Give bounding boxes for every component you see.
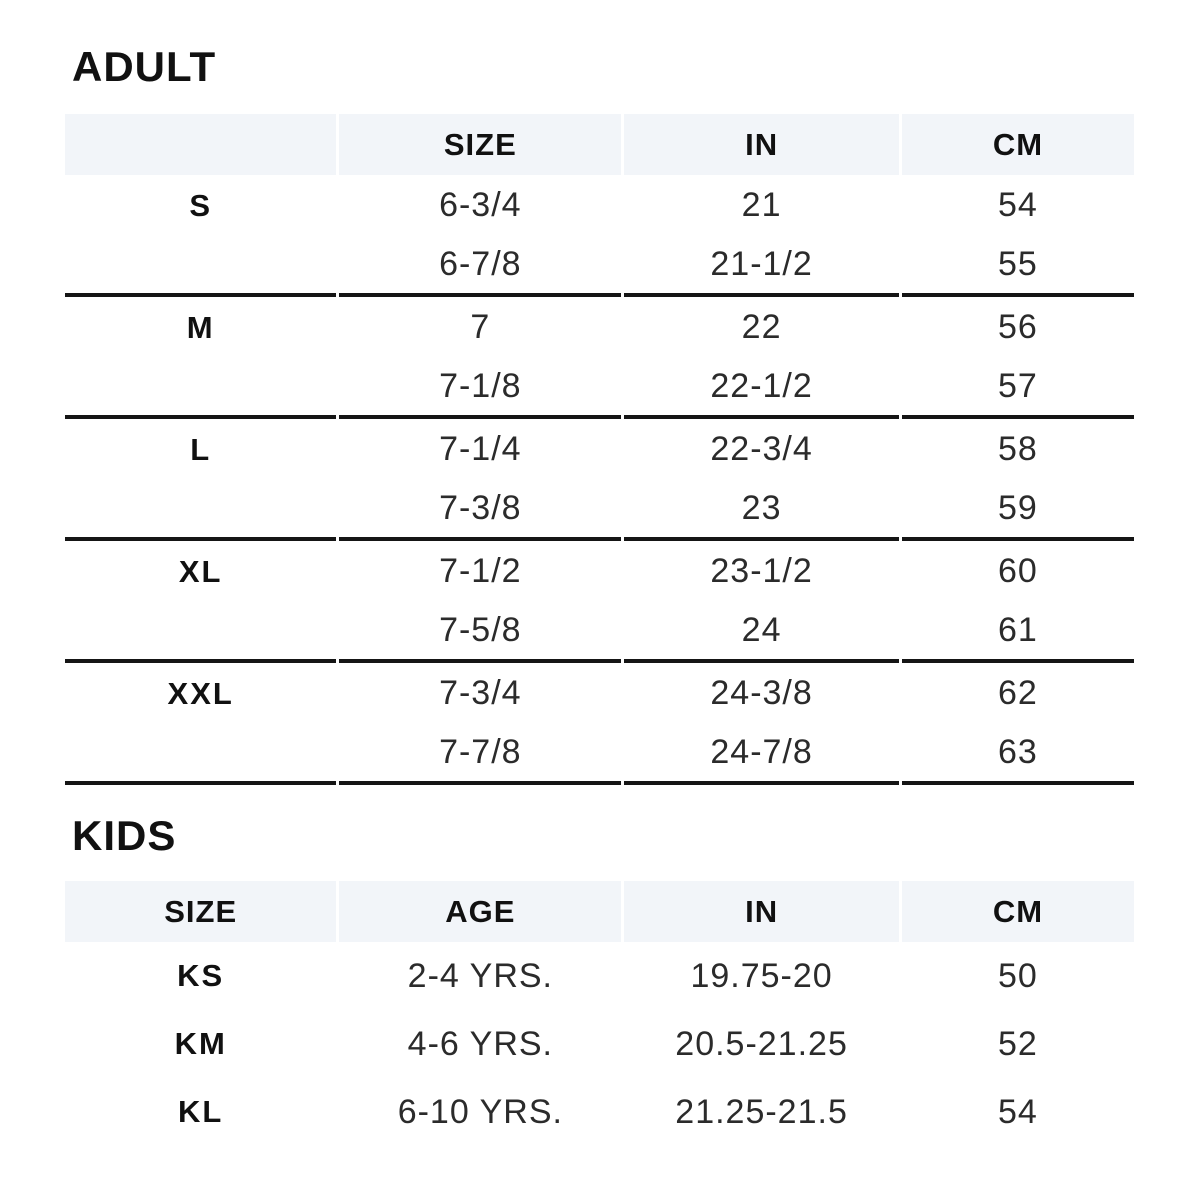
kids-cm-value: 50 — [998, 956, 1038, 995]
adult-size-label-empty — [65, 236, 336, 297]
adult-size-label-empty — [65, 480, 336, 541]
kids-header-row — [65, 881, 1134, 942]
adult-size-value: 6-3/4 — [439, 186, 522, 224]
adult-size-label: XXL — [167, 675, 234, 711]
kids-size-label: KM — [174, 1026, 227, 1061]
kids-in-value: 21.25-21.5 — [675, 1092, 848, 1131]
adult-cm-value: 56 — [998, 308, 1038, 346]
adult-cm-value: 55 — [902, 236, 1134, 297]
kids-in-value: 20.5-21.25 — [675, 1024, 848, 1063]
kids-size-label: KL — [178, 1094, 224, 1129]
kids-age-value: 2-4 YRS. — [407, 956, 553, 995]
adult-col-header-blank — [65, 114, 336, 175]
adult-in-value: 24 — [624, 602, 899, 663]
kids-section-title: KIDS — [72, 812, 177, 859]
adult-size-label: S — [189, 187, 213, 223]
adult-in-value: 21-1/2 — [624, 236, 899, 297]
table-row — [65, 480, 1134, 541]
adult-cm-value: 61 — [902, 602, 1134, 663]
adult-size-label-empty — [65, 602, 336, 663]
adult-size-value: 7-1/8 — [339, 358, 621, 419]
adult-section-title: ADULT — [72, 43, 217, 90]
kids-size-label: KS — [177, 958, 225, 993]
adult-in-value: 22-1/2 — [624, 358, 899, 419]
adult-in-value: 22-3/4 — [710, 430, 813, 468]
adult-in-value: 24-3/8 — [710, 674, 813, 712]
table-row — [65, 236, 1134, 297]
kids-col-header-age: AGE — [339, 881, 621, 942]
table-row — [65, 942, 1134, 1010]
adult-size-label: XL — [178, 553, 223, 589]
table-row — [65, 1010, 1134, 1078]
adult-cm-value: 63 — [902, 724, 1134, 785]
adult-size-label: M — [186, 309, 215, 345]
kids-section — [62, 812, 1138, 1146]
adult-size-label-empty — [65, 358, 336, 419]
kids-cm-value: 54 — [998, 1092, 1038, 1131]
adult-cm-value: 60 — [998, 552, 1038, 590]
adult-in-value: 23-1/2 — [710, 552, 813, 590]
kids-size-table — [62, 881, 1137, 1146]
table-row — [65, 358, 1134, 419]
table-row — [65, 419, 1134, 480]
adult-size-label: L — [190, 431, 212, 467]
table-row — [65, 724, 1134, 785]
table-row — [65, 541, 1134, 602]
adult-cm-value: 62 — [998, 674, 1038, 712]
adult-size-value: 7-5/8 — [339, 602, 621, 663]
adult-col-header-in: IN — [624, 114, 899, 175]
adult-cm-value: 58 — [998, 430, 1038, 468]
adult-cm-value: 57 — [902, 358, 1134, 419]
kids-age-value: 4-6 YRS. — [407, 1024, 553, 1063]
kids-table-body — [65, 942, 1134, 1146]
kids-col-header-cm: CM — [902, 881, 1134, 942]
adult-cm-value: 59 — [902, 480, 1134, 541]
adult-size-table — [62, 114, 1137, 785]
adult-size-value: 7-3/4 — [439, 674, 522, 712]
adult-cm-value: 54 — [998, 186, 1038, 224]
adult-col-header-size: SIZE — [339, 114, 621, 175]
adult-section — [62, 43, 1138, 785]
kids-cm-value: 52 — [998, 1024, 1038, 1063]
adult-col-header-cm: CM — [902, 114, 1134, 175]
kids-col-header-in: IN — [624, 881, 899, 942]
adult-in-value: 24-7/8 — [624, 724, 899, 785]
adult-in-value: 23 — [624, 480, 899, 541]
adult-size-value: 6-7/8 — [339, 236, 621, 297]
kids-age-value: 6-10 YRS. — [397, 1092, 563, 1131]
adult-in-value: 21 — [741, 186, 782, 224]
kids-col-header-size: SIZE — [65, 881, 336, 942]
adult-size-value: 7-1/2 — [439, 552, 522, 590]
table-row — [65, 297, 1134, 358]
adult-size-value: 7-1/4 — [439, 430, 522, 468]
adult-table-body — [65, 175, 1134, 785]
table-row — [65, 663, 1134, 724]
kids-in-value: 19.75-20 — [690, 956, 833, 995]
table-row — [65, 175, 1134, 236]
adult-size-label-empty — [65, 724, 336, 785]
adult-in-value: 22 — [741, 308, 782, 346]
adult-header-row — [65, 114, 1134, 175]
adult-size-value: 7-7/8 — [339, 724, 621, 785]
adult-size-value: 7 — [470, 308, 491, 346]
adult-size-value: 7-3/8 — [339, 480, 621, 541]
table-row — [65, 602, 1134, 663]
table-row — [65, 1078, 1134, 1146]
